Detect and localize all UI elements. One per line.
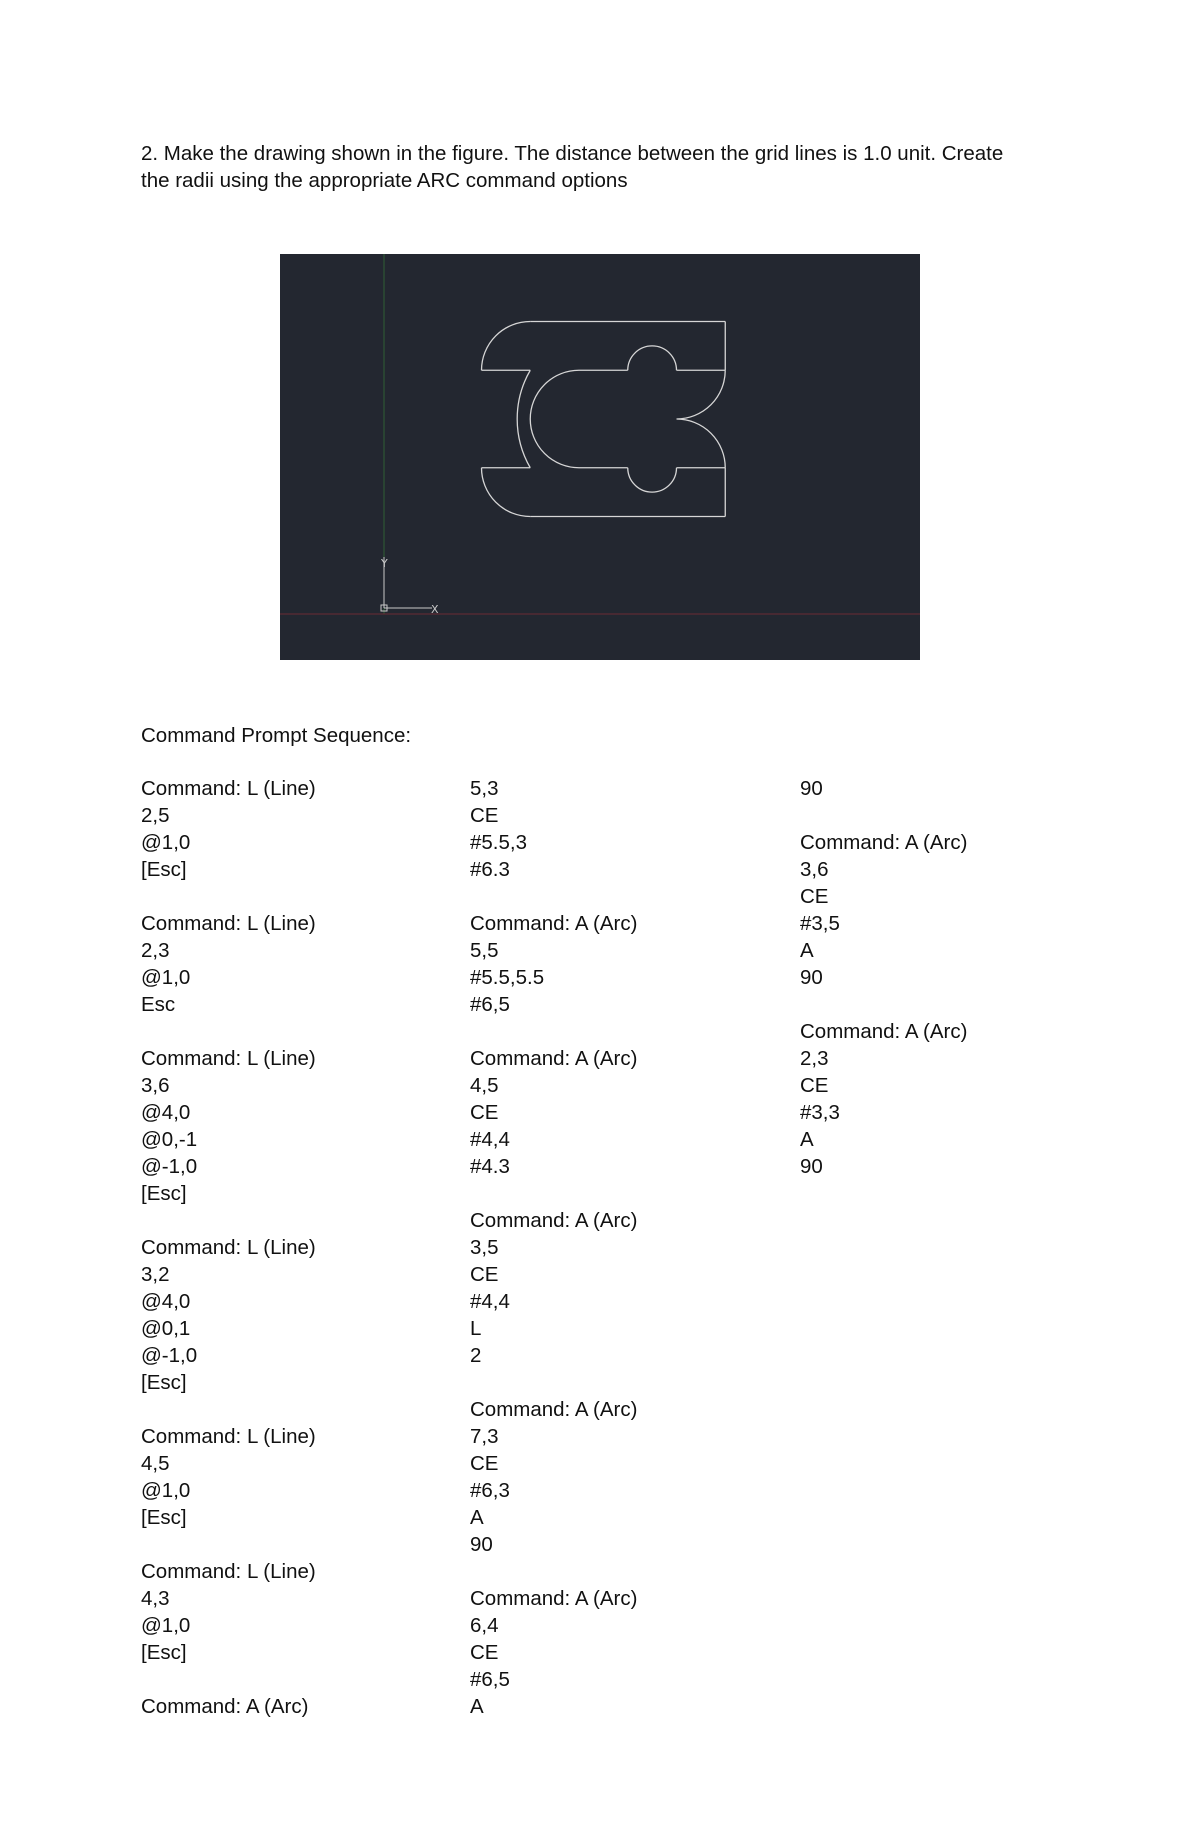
command-line: @4,0 [141, 1290, 191, 1313]
command-line: 2 [470, 1344, 482, 1367]
command-line: @-1,0 [141, 1344, 198, 1367]
prompt-line-2: the radii using the appropriate ARC command options [141, 169, 628, 192]
command-line: 6,4 [470, 1614, 499, 1637]
command-line: 3,2 [141, 1263, 170, 1286]
command-line: 4,5 [141, 1452, 170, 1475]
command-line: @1,0 [141, 831, 191, 854]
command-line: 3,5 [470, 1236, 499, 1259]
command-line: 90 [800, 777, 823, 800]
command-line: 90 [470, 1533, 493, 1556]
command-line: CE [470, 1452, 499, 1475]
command-line: Command: A (Arc) [800, 831, 968, 854]
command-line [470, 1558, 637, 1585]
ucs-x-label: X [431, 603, 439, 616]
command-line: #6,5 [470, 993, 510, 1016]
command-line: Command: L (Line) [141, 1047, 316, 1070]
command-line: CE [470, 1101, 499, 1124]
command-line: 4,5 [470, 1074, 499, 1097]
command-line: 4,3 [141, 1587, 170, 1610]
command-line: 90 [800, 966, 823, 989]
command-line: @1,0 [141, 1479, 191, 1502]
command-line: 2,3 [141, 939, 170, 962]
command-line: Command: A (Arc) [141, 1695, 309, 1718]
cad-drawing-svg [280, 254, 920, 660]
command-line: 2,3 [800, 1047, 829, 1070]
command-column-1 [141, 775, 316, 1720]
command-line: #5.5,5.5 [470, 966, 545, 989]
command-line: CE [470, 1641, 499, 1664]
command-line: A [800, 1128, 814, 1151]
command-line: #3,5 [800, 912, 840, 935]
command-line: Command: A (Arc) [470, 1047, 638, 1070]
command-line: 2,5 [141, 804, 170, 827]
command-line: #6,3 [470, 1479, 510, 1502]
command-line: [Esc] [141, 1506, 187, 1529]
command-line: [Esc] [141, 858, 187, 881]
command-line: Command: L (Line) [141, 912, 316, 935]
inner-large-arc [530, 370, 579, 468]
command-line: CE [800, 1074, 829, 1097]
command-line: #5.5,3 [470, 831, 527, 854]
command-line [800, 802, 967, 829]
ucs-icon [381, 557, 432, 611]
command-line: #4.3 [470, 1155, 510, 1178]
command-line: @0,-1 [141, 1128, 198, 1151]
command-line: @1,0 [141, 966, 191, 989]
command-line: 3,6 [800, 858, 829, 881]
drawn-profile [482, 322, 726, 517]
command-line: 5,3 [470, 777, 499, 800]
command-line: [Esc] [141, 1182, 187, 1205]
sequence-title: Command Prompt Sequence: [141, 724, 412, 747]
command-line: Command: A (Arc) [800, 1020, 968, 1043]
command-line [141, 1207, 316, 1234]
command-column-3 [800, 775, 967, 1180]
command-column-2 [470, 775, 637, 1720]
command-line: #6.3 [470, 858, 510, 881]
right-mid-arc [677, 370, 726, 468]
command-line: Command: L (Line) [141, 1560, 316, 1583]
bottom-left-arc [482, 468, 531, 517]
command-line [141, 1531, 316, 1558]
command-line [470, 1018, 637, 1045]
command-line: #3,3 [800, 1101, 840, 1124]
command-line: Command: A (Arc) [470, 1587, 638, 1610]
command-line: @0,1 [141, 1317, 191, 1340]
command-line: A [470, 1695, 484, 1718]
command-line: #4,4 [470, 1290, 510, 1313]
command-line: Command: A (Arc) [470, 1398, 638, 1421]
command-line: [Esc] [141, 1371, 187, 1394]
command-line: #4,4 [470, 1128, 510, 1151]
command-line [470, 1369, 637, 1396]
command-line [141, 1018, 316, 1045]
command-line: Command: L (Line) [141, 1236, 316, 1259]
command-line: CE [470, 1263, 499, 1286]
outer-left-arc [517, 370, 530, 468]
prompt-line-1: 2. Make the drawing shown in the figure. The distance between the grid lines is 1.0 unit. Create [141, 142, 1004, 165]
command-line: CE [470, 804, 499, 827]
command-line: 5,5 [470, 939, 499, 962]
command-line: L [470, 1317, 482, 1340]
command-line: Command: A (Arc) [470, 1209, 638, 1232]
command-line [470, 1180, 637, 1207]
command-line: @4,0 [141, 1101, 191, 1124]
command-line: CE [800, 885, 829, 908]
command-line: @1,0 [141, 1614, 191, 1637]
exercise-prompt [141, 140, 1101, 194]
command-line: A [470, 1506, 484, 1529]
command-line [470, 883, 637, 910]
ucs-y-label: Y [381, 557, 388, 570]
command-line [800, 991, 967, 1018]
top-left-arc [482, 322, 531, 371]
command-line: 3,6 [141, 1074, 170, 1097]
command-line: Command: A (Arc) [470, 912, 638, 935]
command-line: A [800, 939, 814, 962]
cad-drawing-figure [280, 254, 920, 660]
command-line: Esc [141, 993, 176, 1016]
command-line: [Esc] [141, 1641, 187, 1664]
command-line [141, 883, 316, 910]
command-line [141, 1396, 316, 1423]
top-notch-arc [628, 346, 677, 370]
command-line: #6,5 [470, 1668, 510, 1691]
command-line: Command: L (Line) [141, 1425, 316, 1448]
command-line: 90 [800, 1155, 823, 1178]
command-line: @-1,0 [141, 1155, 198, 1178]
bottom-notch-arc [628, 468, 677, 492]
command-line [141, 1666, 316, 1693]
command-line: Command: L (Line) [141, 777, 316, 800]
command-line: 7,3 [470, 1425, 499, 1448]
